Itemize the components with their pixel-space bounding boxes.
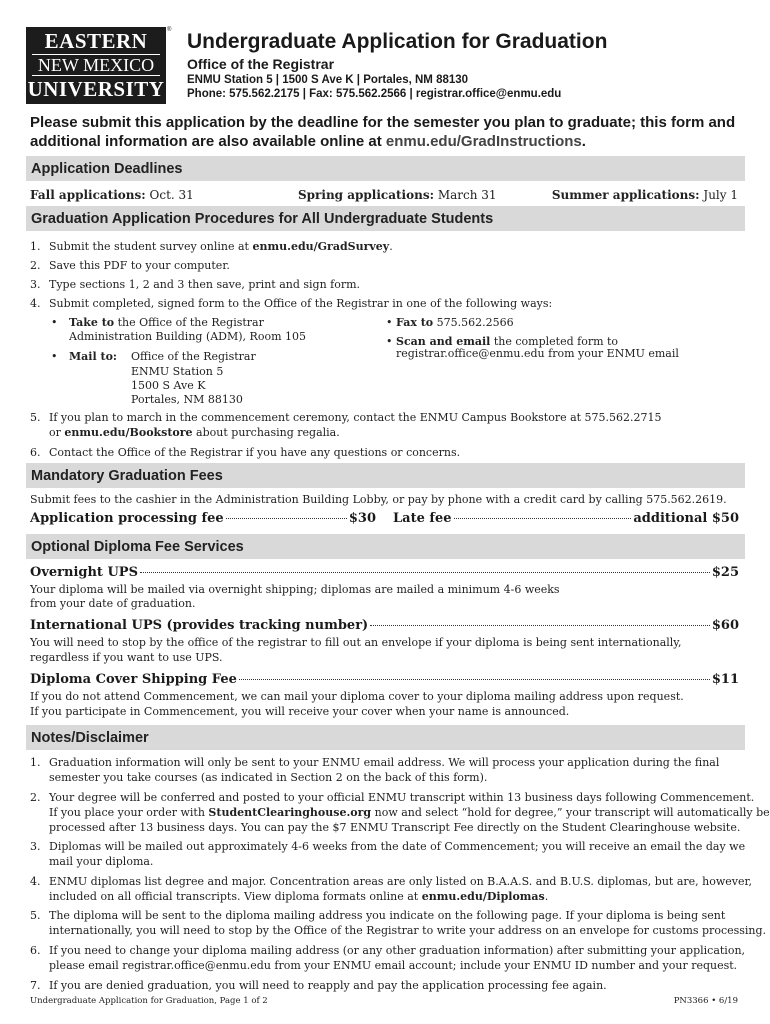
note-7: If you are denied graduation, you will need to reapply and pay the application processing fee again.	[49, 979, 607, 992]
step-number: 3.	[30, 278, 41, 291]
step-5-line-2	[49, 426, 340, 440]
logo-line-university: UNIVERSITY	[27, 77, 165, 101]
leader-dots	[370, 625, 710, 626]
section-heading-mandatory-fees: Mandatory Graduation Fees	[26, 463, 745, 488]
take-to-label: Take to	[69, 316, 115, 329]
step-1-text: Submit the student survey online at	[49, 240, 253, 253]
late-fee-label: Late fee	[393, 511, 452, 526]
summer-value: July 1	[699, 188, 738, 202]
note-1-line-2: semester you take courses (as indicated in Section 2 on the back of this form).	[49, 771, 488, 784]
diploma-cover-desc-2: If you participate in Commencement, you will receive your cover when your name is announced.	[30, 705, 570, 718]
step-number: 4.	[30, 297, 41, 310]
application-fee-label: Application processing fee	[30, 511, 224, 526]
scan-label: Scan and email	[396, 335, 491, 348]
enmu-logo	[26, 27, 166, 104]
scan-text: the completed form to	[490, 335, 619, 348]
mail-address-line-3: 1500 S Ave K	[131, 379, 206, 392]
clearinghouse-link[interactable]: StudentClearinghouse.org	[208, 806, 372, 819]
diploma-cover-label: Diploma Cover Shipping Fee	[30, 672, 237, 687]
registered-mark: ®	[167, 27, 172, 33]
page-subtitle: Office of the Registrar	[187, 56, 335, 72]
application-fee-value: $30	[348, 511, 376, 526]
summer-label: Summer applications:	[551, 188, 700, 202]
spring-value: March 31	[434, 188, 497, 202]
bullet-icon: •	[386, 316, 393, 329]
logo-line-new-mexico: NEW MEXICO	[32, 54, 160, 76]
bullet-icon: •	[386, 335, 393, 348]
note-5-line-1: The diploma will be sent to the diploma mailing address you indicate on the following page. If your diploma is being sent	[49, 909, 726, 922]
take-to-option	[69, 316, 264, 330]
grad-survey-link[interactable]: enmu.edu/GradSurvey	[252, 240, 390, 253]
note-1-line-1: Graduation information will only be sent to your ENMU email address. We will process your application during the final	[49, 756, 720, 769]
overnight-ups-desc-1: Your diploma will be mailed via overnight shipping; diplomas are mailed a minimum 4-6 weeks	[30, 583, 560, 596]
fax-option	[396, 316, 514, 330]
note-number: 2.	[30, 791, 41, 804]
step-6: Contact the Office of the Registrar if you have any questions or concerns.	[49, 446, 461, 459]
bookstore-link[interactable]: enmu.edu/Bookstore	[64, 426, 193, 439]
international-ups-desc-1: You will need to stop by the office of the registrar to fill out an envelope if your diploma is being sent internationally,	[30, 636, 682, 649]
note-2-line-3: processed after 13 business days. You can pay the $7 ENMU Transcript Fee directly on the Student Clearinghouse website.	[49, 821, 741, 834]
take-to-location: Administration Building (ADM), Room 105	[69, 330, 306, 343]
note-2-line-2	[49, 806, 770, 820]
note-4-line-1: ENMU diplomas list degree and major. Concentration areas are only listed on B.A.A.S. and B.U.S. diplomas, but are, however,	[49, 875, 753, 888]
overnight-ups-label: Overnight UPS	[30, 565, 138, 580]
international-ups-label: International UPS (provides tracking number)	[30, 618, 369, 633]
fees-intro: Submit fees to the cashier in the Administration Building Lobby, or pay by phone with a credit card by calling 575.562.2619.	[30, 493, 727, 506]
international-ups-line	[30, 618, 739, 633]
note-number: 7.	[30, 979, 41, 992]
mail-address-line-1: Office of the Registrar	[131, 350, 256, 363]
submission-instructions	[30, 113, 745, 151]
grad-instructions-link[interactable]: enmu.edu/GradInstructions	[385, 133, 582, 150]
note-2-line-1: Your degree will be conferred and posted to your official ENMU transcript within 13 business days following Commencement.	[49, 791, 755, 804]
section-heading-notes: Notes/Disclaimer	[26, 725, 745, 750]
leader-dots	[454, 518, 632, 519]
summer-deadline	[552, 188, 738, 202]
note-4-text: included on all official transcripts. View diploma formats online at	[49, 890, 422, 903]
diploma-cover-desc-1: If you do not attend Commencement, we can mail your diploma cover to your diploma mailing address upon request.	[30, 690, 684, 703]
diploma-cover-value: $11	[711, 672, 739, 687]
step-5-or: or	[49, 426, 65, 439]
step-number: 6.	[30, 446, 41, 459]
step-number: 1.	[30, 240, 41, 253]
note-6-line-2: please email registrar.office@enmu.edu from your ENMU email account; include your ENMU ID number and your request.	[49, 959, 738, 972]
leader-dots	[239, 679, 710, 680]
scan-email: registrar.office@enmu.edu from your ENMU email	[396, 347, 679, 360]
section-heading-deadlines: Application Deadlines	[26, 156, 745, 181]
note-4-end: .	[544, 890, 549, 903]
step-5-end: about purchasing regalia.	[192, 426, 340, 439]
step-4: Submit completed, signed form to the Office of the Registrar in one of the following ways:	[49, 297, 553, 310]
note-3-line-2: mail your diploma.	[49, 855, 154, 868]
late-fee-line	[393, 511, 739, 526]
spring-label: Spring applications:	[298, 188, 435, 202]
step-1-end: .	[389, 240, 393, 253]
international-ups-desc-2: regardless if you want to use UPS.	[30, 651, 223, 664]
step-5-line-1: If you plan to march in the commencement ceremony, contact the ENMU Campus Bookstore at 575.562.2715	[49, 411, 662, 424]
step-number: 2.	[30, 259, 41, 272]
note-2-text-end: now and select “hold for degree,” your transcript will automatically be	[371, 806, 770, 819]
bullet-icon: •	[51, 316, 58, 329]
spring-deadline	[298, 188, 497, 202]
page-title: Undergraduate Application for Graduation	[187, 30, 608, 53]
step-number: 5.	[30, 411, 41, 424]
mail-address-line-2: ENMU Station 5	[131, 365, 224, 378]
logo-line-eastern: EASTERN	[44, 29, 148, 53]
step-2: Save this PDF to your computer.	[49, 259, 230, 272]
note-number: 4.	[30, 875, 41, 888]
fall-label: Fall applications:	[30, 188, 146, 202]
lead-end: .	[581, 133, 586, 150]
diplomas-link[interactable]: enmu.edu/Diplomas	[421, 890, 545, 903]
office-contact: Phone: 575.562.2175 | Fax: 575.562.2566 | registrar.office@enmu.edu	[187, 88, 562, 100]
step-3: Type sections 1, 2 and 3 then save, print and sign form.	[49, 278, 361, 291]
fax-label: Fax to	[396, 316, 434, 329]
note-number: 3.	[30, 840, 41, 853]
lead-text: Please submit this application by the deadline for the semester you plan to graduate; this form and additional information are also available online at	[30, 114, 736, 150]
international-ups-value: $60	[711, 618, 739, 633]
late-fee-value: additional $50	[633, 511, 739, 526]
note-2-text: If you place your order with	[49, 806, 209, 819]
note-6-line-1: If you need to change your diploma mailing address (or any other graduation information) after submitting your application,	[49, 944, 746, 957]
note-number: 1.	[30, 756, 41, 769]
fall-value: Oct. 31	[145, 188, 194, 202]
leader-dots	[226, 518, 347, 519]
office-address: ENMU Station 5 | 1500 S Ave K | Portales, NM 88130	[187, 74, 469, 86]
note-4-line-2	[49, 890, 548, 904]
take-to-text: the Office of the Registrar	[114, 316, 264, 329]
step-1	[49, 240, 393, 254]
section-heading-optional-fees: Optional Diploma Fee Services	[26, 534, 745, 559]
fall-deadline	[30, 188, 194, 202]
diploma-cover-line	[30, 672, 739, 687]
footer-form-code: PN3366 • 6/19	[673, 996, 738, 1006]
note-3-line-1: Diplomas will be mailed out approximately 4-6 weeks from the date of Commencement; you will receive an email the day we	[49, 840, 746, 853]
section-heading-procedures: Graduation Application Procedures for All Undergraduate Students	[26, 206, 745, 231]
overnight-ups-value: $25	[711, 565, 739, 580]
note-number: 6.	[30, 944, 41, 957]
footer-page-info: Undergraduate Application for Graduation, Page 1 of 2	[30, 996, 268, 1006]
bullet-icon: •	[51, 350, 58, 363]
leader-dots	[140, 572, 710, 573]
mail-address-line-4: Portales, NM 88130	[131, 393, 243, 406]
overnight-ups-desc-2: from your date of graduation.	[30, 597, 196, 610]
application-fee-line	[30, 511, 376, 526]
mail-to-label: Mail to:	[69, 350, 117, 363]
note-5-line-2: internationally, you will need to stop by the Office of the Registrar to write your address on an envelope for customs processing.	[49, 924, 767, 937]
overnight-ups-line	[30, 565, 739, 580]
fax-number: 575.562.2566	[433, 316, 514, 329]
note-number: 5.	[30, 909, 41, 922]
